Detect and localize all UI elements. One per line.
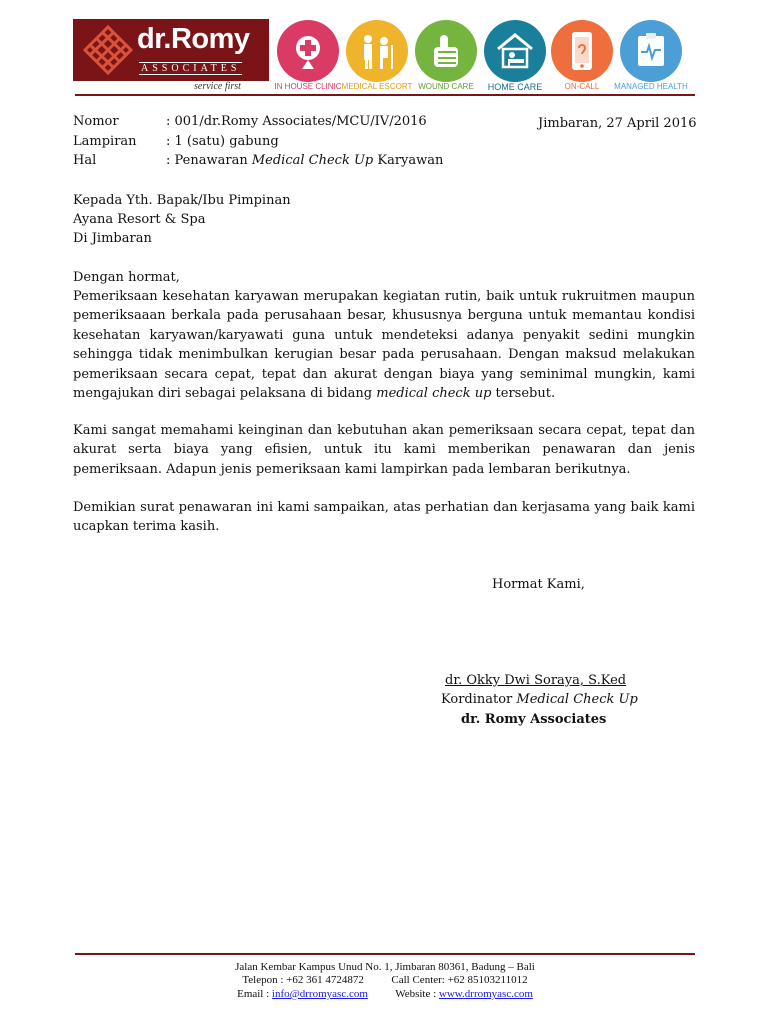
paragraph-1 (73, 287, 695, 403)
email-link[interactable]: info@drromyasc.com (271, 988, 368, 1000)
signer-organization: dr. Romy Associates (461, 712, 607, 727)
lampiran-value: : 1 (satu) gabung (166, 134, 279, 149)
recipient-line: Di Jimbaran (73, 231, 152, 246)
company-logo (73, 19, 269, 81)
footer-email-label: Email : (237, 988, 272, 1000)
service-label: MANAGED HEALTH (614, 82, 688, 91)
signer-name: dr. Okky Dwi Soraya, S.Ked (445, 673, 627, 688)
service-label: WOUND CARE (418, 82, 474, 91)
service-home-care (484, 20, 546, 92)
closing: Hormat Kami, (492, 577, 585, 592)
footer-contact (75, 988, 695, 1001)
escort-icon (346, 20, 408, 82)
health-monitor-icon (620, 20, 682, 82)
service-in-house-clinic (274, 20, 342, 92)
footer-phones (75, 974, 695, 987)
lampiran-label: Lampiran (73, 134, 137, 149)
endless-knot-icon (81, 24, 135, 76)
signer-title-italic: Medical Check Up (516, 692, 638, 707)
paragraph-1-end: tersebut. (491, 386, 556, 402)
service-on-call (551, 20, 613, 92)
recipient-line: Kepada Yth. Bapak/Ibu Pimpinan (73, 193, 291, 208)
phone-icon (551, 20, 613, 82)
service-managed-health (614, 20, 688, 92)
paragraph-1-italic: medical check up (376, 386, 492, 402)
nomor-value: : 001/dr.Romy Associates/MCU/IV/2016 (166, 114, 427, 129)
letter-date: Jimbaran, 27 April 2016 (538, 116, 697, 131)
hal-italic: Medical Check Up (251, 153, 374, 168)
signer-title (441, 690, 638, 709)
service-label: ON-CALL (564, 82, 600, 91)
tagline: service first (194, 81, 241, 92)
logo-subtitle: ASSOCIATES (141, 63, 241, 74)
nomor-label: Nomor (73, 114, 119, 129)
hospital-cross-icon (277, 20, 339, 82)
hal-prefix: : Penawaran (166, 153, 252, 168)
logo-name: dr.Romy (137, 23, 250, 55)
service-wound-care (415, 20, 477, 92)
header-divider (75, 94, 695, 96)
hal-suffix: Karyawan (373, 153, 444, 168)
greeting: Dengan hormat, (73, 270, 180, 285)
hal-value (166, 153, 443, 168)
service-medical-escort (341, 20, 413, 92)
footer-call-center: Call Center: +62 85103211012 (391, 974, 528, 986)
service-label: MEDICAL ESCORT (341, 82, 413, 91)
paragraph-2: Kami sangat memahami keinginan dan kebutuhan akan pemeriksaan secara cepat, tepat dan akurat serta biaya yang efisien, untuk itu kami memberikan penawaran dan jenis pemeriksaan. Adapun jenis pemeriksaan kami lampirkan pada lembaran berikutnya. (73, 423, 695, 477)
footer-divider (75, 953, 695, 955)
paragraph-3: Demikian surat penawaran ini kami sampaikan, atas perhatian dan kerjasama yang baik kami ucapkan terima kasih. (73, 500, 695, 535)
hal-label: Hal (73, 153, 97, 168)
paragraph-1-text: Pemeriksaan kesehatan karyawan merupakan kegiatan rutin, baik untuk rukruitmen maupun pemeriksaaan berkala pada perusahaan besar, khususnya berguna untuk memantau kondisi kesehatan karyawan/karyawati guna untuk mendeteksi adanya penyakit sedini mungkin sehingga tidak menimbulkan kerugian besar pada perusahaan. Dengan maksud melakukan pemeriksaan secara cepat, tepat dan akurat dengan biaya yang seminimal mungkin, kami mengajukan diri sebagai pelaksana di bidang (73, 289, 695, 402)
footer-website-label: Website : (395, 988, 439, 1000)
home-care-icon (484, 20, 546, 82)
service-label: HOME CARE (487, 82, 543, 92)
bandaged-thumb-icon (415, 20, 477, 82)
recipient-line: Ayana Resort & Spa (73, 212, 206, 227)
service-label: IN HOUSE CLINIC (274, 82, 342, 91)
website-link[interactable]: www.drromyasc.com (438, 988, 533, 1000)
signer-title-prefix: Kordinator (441, 692, 517, 707)
footer-telepon: Telepon : +62 361 4724872 (242, 974, 364, 986)
footer-address: Jalan Kembar Kampus Unud No. 1, Jimbaran 80361, Badung – Bali (235, 961, 535, 973)
